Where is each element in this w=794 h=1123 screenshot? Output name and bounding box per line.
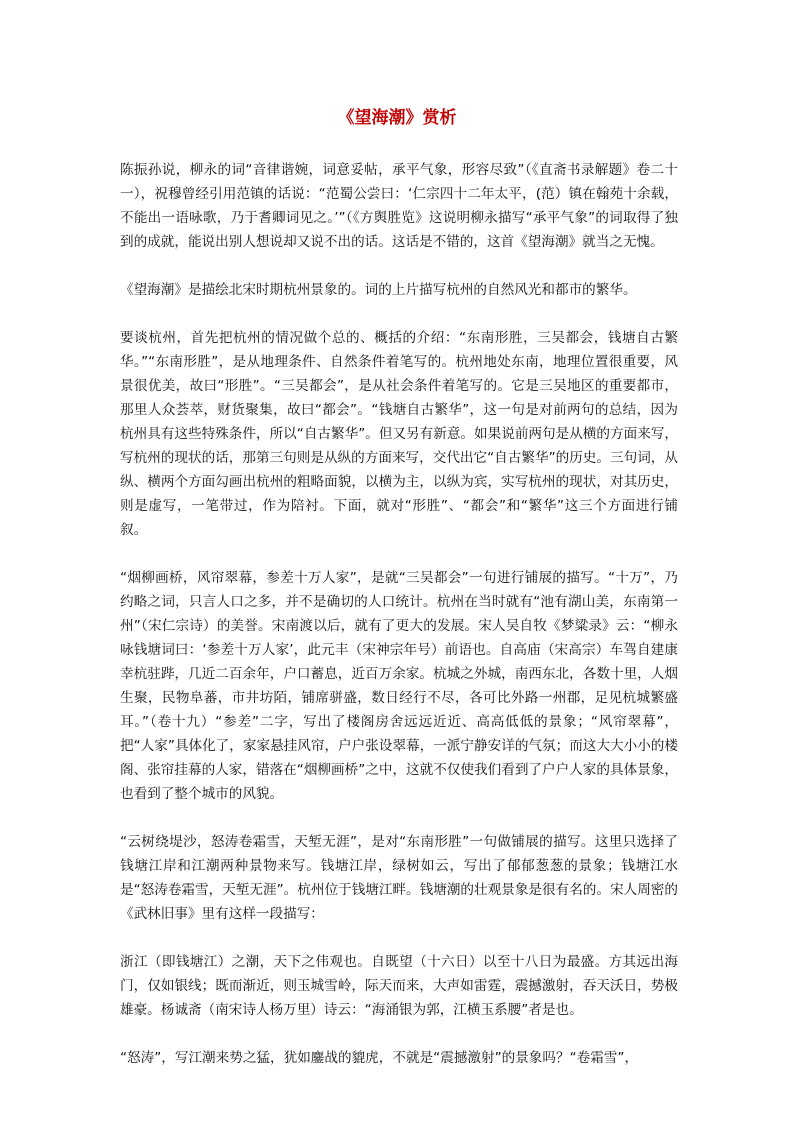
document-body bbox=[120, 158, 678, 1094]
paragraph-angry-waves: “怒涛”，写江潮来势之猛，犹如鏖战的貔虎，不就是“震撼激射”的景象吗？“卷霜雪”， bbox=[120, 1050, 639, 1066]
paragraph-hangzhou-summary: 要谈杭州，首先把杭州的情况做个总的、概括的介绍：“东南形胜，三吴都会，钱塘自古繁华。”“东南形胜”，是从地理条件、自然条件着笔写的。杭州地处东南，地理位置很重要，风景很优美，故曰“形胜”。“三吴都会”，是从社会条件着笔写的。它是三吴地区的重要都市，那里人众荟萃，财货聚集，故曰“都会”。“钱塘自古繁华”，这一句是对前两句的总结，因为杭州具有这些特殊条件，所以“自古繁华”。但又另有新意。如果说前两句是从横的方面来写，写杭州的现状的话，那第三句则是从纵的方面来写，交代出它“自古繁华”的历史。三句词，从纵、横两个方面勾画出杭州的粗略面貌，以横为主，以纵为宾，实写杭州的现状，对其历史，则是虚写，一笔带过，作为陪衬。下面，就对“形胜”、“都会”和“繁华”这三个方面进行铺叙。 bbox=[120, 330, 678, 538]
paragraph-river-scene: “云树绕堤沙，怒涛卷霜雪，天堑无涯”，是对“东南形胜”一句做铺展的描写。这里只选择了钱塘江岸和江潮两种景物来写。钱塘江岸，绿树如云，写出了郁郁葱葱的景象；钱塘江水是“怒涛卷霜雪，天堑无涯”。杭州位于钱塘江畔。钱塘潮的壮观景象是很有名的。宋人周密的《武林旧事》里有这样一段描写： bbox=[120, 834, 678, 922]
paragraph-overview: 《望海潮》是描绘北宋时期杭州景象的。词的上片描写杭州的自然风光和都市的繁华。 bbox=[120, 282, 637, 298]
paragraph-city-scene: “烟柳画桥，风帘翠幕，参差十万人家”，是就“三吴都会”一句进行铺展的描写。“十万”，乃约略之词，只言人口之多，并不是确切的人口统计。杭州在当时就有“池有湖山美，东南第一州”（宋仁宗诗）的美誉。宋南渡以后，就有了更大的发展。宋人吴自牧《梦粱录》云：“柳永咏钱塘词曰：‘参差十万人家’，此元丰（宋神宗年号）前语也。自高庙（宋高宗）车驾自建康幸杭驻跸，几近二百余年，户口蓄息，近百万余家。杭城之外城，南西东北，各数十里，人烟生聚，民物阜蕃，市井坊陌，铺席骈盛，数日经行不尽，各可比外路一州郡，足见杭城繁盛耳。”（卷十九）“参差”二字，写出了楼阁房舍远远近近、高高低低的景象；“风帘翠幕”，把“人家”具体化了，家家悬挂风帘，户户张设翠幕，一派宁静安详的气氛；而这大大小小的楼阁、张帘挂幕的人家，错落在“烟柳画桥”之中，这就不仅使我们看到了户户人家的具体景象，也看到了整个城市的风貌。 bbox=[120, 570, 678, 802]
paragraph-quotation: 浙江（即钱塘江）之潮，天下之伟观也。自既望（十六日）以至十八日为最盛。方其远出海门，仅如银线；既而渐近，则玉城雪岭，际天而来，大声如雷霆，震撼激射，吞天沃日，势极雄豪。杨诚斋（南宋诗人杨万里）诗云：“海涌银为郭，江横玉系腰”者是也。 bbox=[120, 954, 678, 1018]
document-title: 《望海潮》赏析 bbox=[337, 108, 457, 128]
paragraph-intro: 陈振孙说，柳永的词“音律谐婉，词意妥帖，承平气象，形容尽致”（《直斋书录解题》卷二十一），祝穆曾经引用范镇的话说：“范蜀公尝曰：‘仁宗四十二年太平，(范）镇在翰苑十余载，不能出一语咏歌，乃于耆卿词见之。’”（《方舆胜览》这说明柳永描写“承平气象”的词取得了独到的成就，能说出别人想说却又说不出的话。这话是不错的，这首《望海潮》就当之无愧。 bbox=[120, 162, 678, 250]
